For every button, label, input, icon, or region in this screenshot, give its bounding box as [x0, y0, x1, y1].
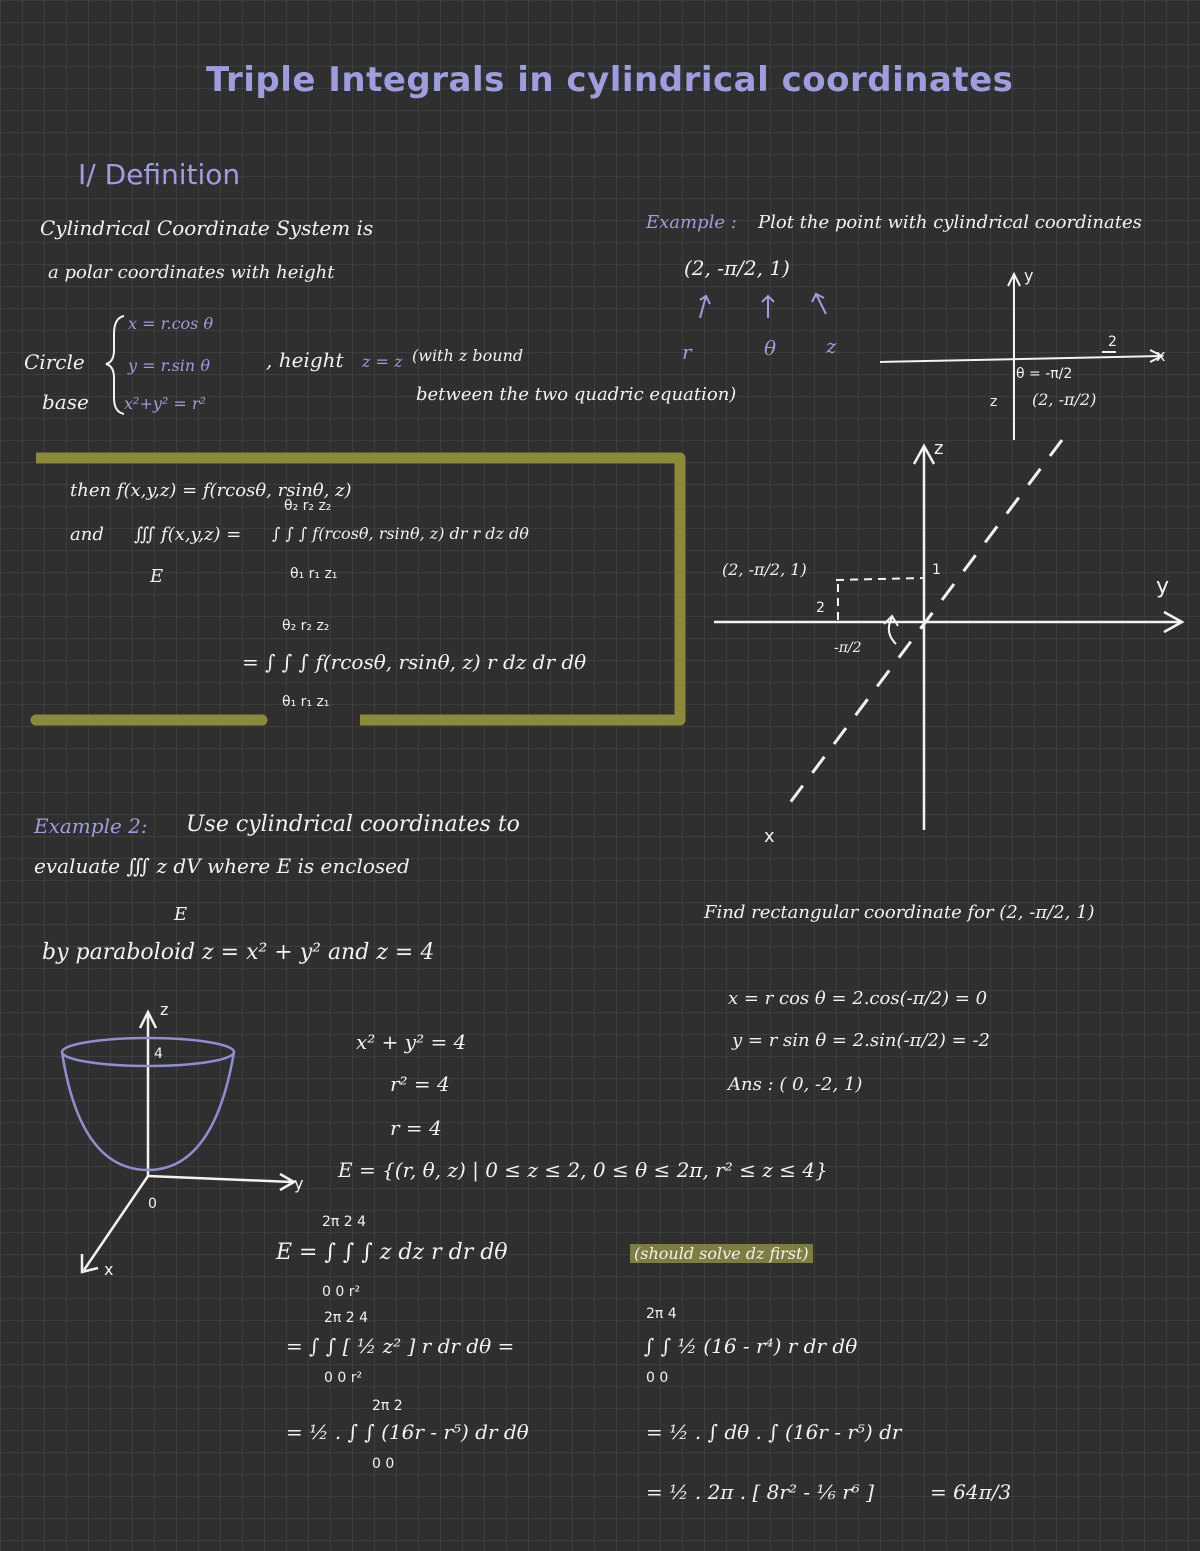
example2-line1: Use cylindrical coordinates to: [186, 812, 520, 837]
and-word: and: [70, 524, 104, 545]
example2-line3: by paraboloid z = x² + y² and z = 4: [42, 940, 435, 965]
polar-y-label: y: [1024, 266, 1034, 285]
polar-z-tick: z: [990, 394, 998, 410]
polar-angle: θ = -π/2: [1016, 366, 1073, 382]
example2-label: Example 2:: [34, 814, 148, 838]
solution-step3: = ½ . 2π . [ 8r² - ⅙ r⁶ ]: [646, 1480, 874, 1504]
label-r: r: [682, 340, 692, 364]
plot3d-x-label: x: [764, 826, 775, 847]
plot3d-point: (2, -π/2, 1): [722, 560, 807, 579]
page-title: Triple Integrals in cylindrical coordinates: [206, 60, 1014, 100]
eq-x: x = r.cos θ: [128, 314, 214, 333]
plot3d-projection: [836, 578, 924, 622]
solution-note-text: (should solve dz first): [630, 1244, 813, 1263]
circle-label: Circle: [24, 350, 85, 374]
integral-1: ∫ ∫ ∫ f(rcosθ, rsinθ, z) dr r dz dθ: [272, 524, 529, 543]
example1-text: Plot the point with cylindrical coordinates: [758, 212, 1142, 233]
bound-note-1: (with z bound: [412, 346, 524, 365]
paraboloid-x-label: x: [104, 1260, 114, 1279]
example2-line2: evaluate ∭ z dV where E is enclosed: [34, 854, 410, 878]
plot3d-z-label: z: [934, 438, 944, 459]
triple-integral-lhs: ∭ f(x,y,z) =: [134, 524, 242, 545]
paraboloid-origin: 0: [148, 1196, 157, 1212]
definition-line-2: a polar coordinates with height: [48, 262, 335, 283]
example1-arrows: [700, 294, 826, 318]
plot3d-y-label: y: [1156, 574, 1170, 599]
limits-top-1: θ₂ r₂ z₂: [284, 498, 332, 514]
step2-limits-top: 2π 2: [372, 1398, 403, 1414]
example1-point: (2, -π/2, 1): [684, 256, 790, 280]
definition-brace: [106, 316, 124, 414]
solution-step1a: = ∫ ∫ [ ½ z² ] r dr dθ =: [286, 1334, 515, 1358]
formula-box: [36, 458, 680, 720]
paraboloid-four: 4: [154, 1046, 163, 1062]
region-e: E: [150, 566, 164, 587]
height-eq: z = z: [362, 352, 403, 371]
plot3d-two: 2: [816, 600, 825, 616]
solution-result: = 64π/3: [930, 1480, 1012, 1504]
plot3d-angle: -π/2: [834, 640, 862, 656]
step2-limits-bottom: 0 0: [372, 1456, 395, 1472]
then-line: then f(x,y,z) = f(rcosθ, rsinθ, z): [70, 480, 352, 501]
limits-bottom-1: θ₁ r₁ z₁: [290, 566, 338, 582]
solution-step-3: r = 4: [390, 1116, 442, 1140]
plot3d-axes: [714, 446, 1182, 830]
base-label: base: [42, 390, 89, 414]
polar-point: (2, -π/2): [1032, 390, 1097, 409]
solution-region: E = {(r, θ, z) | 0 ≤ z ≤ 2, 0 ≤ θ ≤ 2π, r² ≤ z ≤ 4}: [338, 1158, 828, 1182]
polar-two: 2: [1108, 334, 1117, 350]
int-limits-top: 2π 2 4: [322, 1214, 367, 1230]
rect-answer: Ans : ( 0, -2, 1): [728, 1074, 863, 1095]
example2-region: E: [174, 904, 188, 925]
height-label: , height: [266, 348, 344, 372]
limits-bottom-2: θ₁ r₁ z₁: [282, 694, 330, 710]
definition-line-1: Cylindrical Coordinate System is: [40, 216, 374, 240]
solution-integral: E = ∫ ∫ ∫ z dz r dr dθ: [276, 1240, 508, 1265]
step1a-limits-bottom: 0 0 r²: [324, 1370, 363, 1386]
label-theta: θ: [764, 336, 777, 360]
step1b-limits-top: 2π 4: [646, 1306, 677, 1322]
paraboloid-z-label: z: [160, 1000, 169, 1019]
bound-note-2: between the two quadric equation): [416, 384, 737, 405]
step1b-limits-bottom: 0 0: [646, 1370, 669, 1386]
rect-y: y = r sin θ = 2.sin(-π/2) = -2: [732, 1030, 990, 1051]
solution-step1b: ∫ ∫ ½ (16 - r⁴) r dr dθ: [644, 1334, 858, 1358]
polar-plot: [880, 274, 1162, 440]
step1a-limits-top: 2π 2 4: [324, 1310, 369, 1326]
rect-x: x = r cos θ = 2.cos(-π/2) = 0: [728, 988, 988, 1009]
paraboloid-axes: [82, 1012, 294, 1272]
polar-x-label: x: [1156, 346, 1166, 365]
rect-heading: Find rectangular coordinate for (2, -π/2, 1): [704, 902, 1095, 923]
section-heading: I/ Definition: [78, 158, 241, 191]
solution-step-1: x² + y² = 4: [356, 1030, 467, 1054]
paraboloid-y-label: y: [294, 1174, 304, 1193]
example1-label: Example :: [646, 212, 737, 233]
limits-top-2: θ₂ r₂ z₂: [282, 618, 330, 634]
int-limits-bottom: 0 0 r²: [322, 1284, 361, 1300]
solution-step2a: = ½ . ∫ ∫ (16r - r⁵) dr dθ: [286, 1420, 529, 1444]
eq-r: x²+y² = r²: [124, 394, 206, 413]
plot3d-one: 1: [932, 562, 941, 578]
solution-step2b: = ½ . ∫ dθ . ∫ (16r - r⁵) dr: [646, 1420, 902, 1444]
solution-step-2: r² = 4: [390, 1072, 450, 1096]
eq-y: y = r.sin θ: [128, 356, 210, 375]
label-z: z: [826, 334, 837, 358]
integral-2: = ∫ ∫ ∫ f(rcosθ, rsinθ, z) r dz dr dθ: [242, 650, 587, 674]
